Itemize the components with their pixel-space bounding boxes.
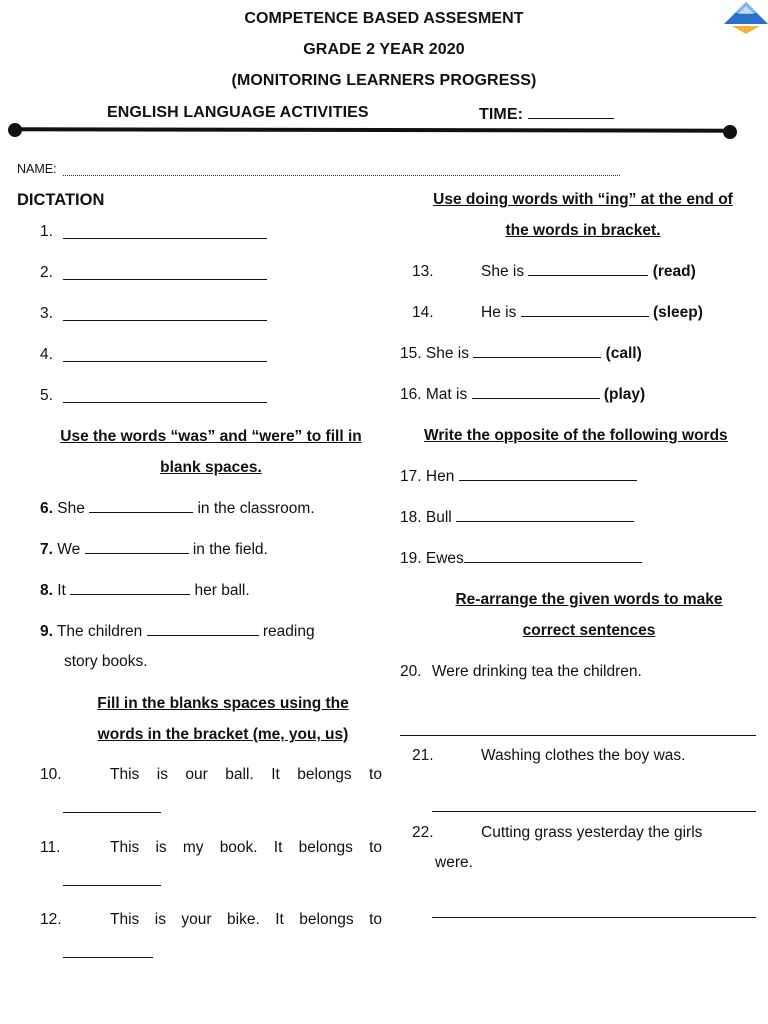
was-were-title-2: blank spaces. — [160, 459, 262, 476]
rearrange-title-2: correct sentences — [522, 622, 656, 639]
dictation-answer-line[interactable] — [63, 402, 267, 403]
dictation-number: 4. — [40, 346, 53, 363]
pronoun-item-number: 10. — [40, 766, 62, 783]
item-prompt: Mat is — [425, 386, 468, 403]
opposite-word: Bull — [425, 509, 452, 526]
answer-blank[interactable] — [472, 386, 600, 399]
pronouns-title-2: words in the bracket (me, you, us) — [97, 726, 349, 743]
rearrange-answer-line[interactable] — [432, 917, 756, 918]
item-number: 19. — [400, 550, 422, 567]
dictation-answer-line[interactable] — [63, 361, 267, 362]
dictation-number: 5. — [40, 387, 53, 404]
was-were-item-continuation: story books. — [64, 653, 148, 670]
rule-right-dot — [723, 125, 737, 139]
item-prompt: She is — [425, 345, 469, 362]
item-number: 18. — [400, 509, 422, 526]
item-number: 7. — [40, 541, 53, 558]
pyramid-logo-icon — [724, 2, 768, 38]
opposite-item — [400, 550, 642, 568]
pronoun-answer-line[interactable] — [63, 885, 161, 886]
rearrange-item-number: 21. — [412, 747, 434, 764]
bracket-word: (play) — [603, 386, 646, 403]
bracket-word: (sleep) — [652, 304, 703, 321]
ing-title-2: the words in bracket. — [505, 222, 661, 239]
was-were-item — [40, 541, 268, 559]
opposite-word: Ewes — [425, 550, 464, 567]
dictation-number: 1. — [40, 223, 53, 240]
dictation-item — [40, 264, 53, 282]
item-prompt: He is — [481, 304, 517, 321]
item-prompt-end: her ball. — [194, 582, 250, 599]
item-prompt: It — [57, 582, 66, 599]
opposite-item — [400, 468, 637, 486]
item-number: 15. — [400, 345, 422, 362]
answer-blank[interactable] — [521, 304, 649, 317]
item-number: 20. — [400, 663, 422, 680]
rearrange-item — [400, 663, 642, 681]
item-number: 8. — [40, 582, 53, 599]
item-number: 17. — [400, 468, 422, 485]
ing-title-1: Use doing words with “ing” at the end of — [433, 191, 733, 208]
answer-blank[interactable] — [459, 468, 637, 481]
answer-blank[interactable] — [456, 509, 634, 522]
answer-blank[interactable] — [147, 623, 259, 636]
answer-blank[interactable] — [473, 345, 601, 358]
rearrange-answer-line[interactable] — [400, 735, 756, 736]
ing-item — [400, 386, 645, 404]
dictation-number: 3. — [40, 305, 53, 322]
was-were-item — [40, 623, 315, 641]
opposite-item — [400, 509, 634, 527]
jumbled-sentence-continuation: were. — [435, 854, 473, 871]
answer-blank[interactable] — [528, 263, 648, 276]
was-were-title-1: Use the words “was” and “were” to fill in — [60, 428, 362, 445]
time-label: TIME: — [479, 106, 528, 123]
dictation-number: 2. — [40, 264, 53, 281]
dictation-item — [40, 305, 53, 323]
pronoun-answer-line[interactable] — [63, 812, 161, 813]
pronoun-item-number: 12. — [40, 911, 62, 928]
opposite-word: Hen — [425, 468, 455, 485]
rearrange-answer-line[interactable] — [432, 811, 756, 812]
pronoun-item-text: This is my book. It belongs to — [110, 839, 382, 856]
rearrange-item-number: 22. — [412, 824, 434, 841]
title-line-3: (MONITORING LEARNERS PROGRESS) — [231, 72, 537, 89]
jumbled-sentence: Were drinking tea the children. — [431, 663, 642, 680]
rearrange-title-1: Re-arrange the given words to make — [455, 591, 723, 608]
item-number: 16. — [400, 386, 422, 403]
name-label: NAME: — [17, 162, 57, 176]
item-prompt-end: in the classroom. — [197, 500, 315, 517]
dictation-answer-line[interactable] — [63, 238, 267, 239]
item-number: 6. — [40, 500, 53, 517]
was-were-item — [40, 500, 315, 518]
was-were-item — [40, 582, 250, 600]
item-prompt: She is — [481, 263, 525, 280]
dictation-item — [40, 346, 53, 364]
dictation-answer-line[interactable] — [63, 320, 267, 321]
subject-title: ENGLISH LANGUAGE ACTIVITIES — [107, 104, 369, 121]
bracket-word: (call) — [605, 345, 642, 362]
pronoun-answer-line[interactable] — [63, 957, 153, 958]
answer-blank[interactable] — [89, 500, 193, 513]
bracket-word: (read) — [652, 263, 696, 280]
jumbled-sentence: Washing clothes the boy was. — [481, 747, 686, 764]
ing-item-number: 13. — [412, 263, 434, 280]
time-blank[interactable] — [528, 104, 614, 119]
answer-blank[interactable] — [85, 541, 189, 554]
item-prompt-end: in the field. — [192, 541, 268, 558]
time-field — [479, 104, 614, 124]
item-prompt: The children — [56, 623, 143, 640]
pronouns-title-1: Fill in the blanks spaces using the — [97, 695, 349, 712]
pronoun-item-number: 11. — [40, 839, 61, 856]
pronoun-item-text: This is your bike. It belongs to — [110, 911, 382, 928]
answer-blank[interactable] — [70, 582, 190, 595]
opposites-title: Write the opposite of the following words — [424, 427, 728, 444]
ing-item-number: 14. — [412, 304, 434, 321]
title-line-2: GRADE 2 YEAR 2020 — [303, 41, 465, 58]
item-number: 9. — [40, 623, 53, 640]
ing-item — [400, 345, 642, 363]
header-rule — [14, 127, 732, 133]
ing-item — [481, 263, 696, 281]
answer-blank[interactable] — [464, 550, 642, 563]
item-prompt-end: reading — [262, 623, 315, 640]
dictation-item — [40, 223, 53, 241]
name-field[interactable] — [63, 175, 620, 176]
ing-item — [481, 304, 703, 322]
pronoun-item-text: This is our ball. It belongs to — [110, 766, 382, 783]
title-line-1: COMPETENCE BASED ASSESMENT — [244, 10, 524, 27]
dictation-item — [40, 387, 53, 405]
dictation-answer-line[interactable] — [63, 279, 267, 280]
item-prompt: We — [57, 541, 81, 558]
dictation-title: DICTATION — [17, 191, 105, 209]
item-prompt: She — [57, 500, 85, 517]
jumbled-sentence: Cutting grass yesterday the girls — [481, 824, 703, 841]
